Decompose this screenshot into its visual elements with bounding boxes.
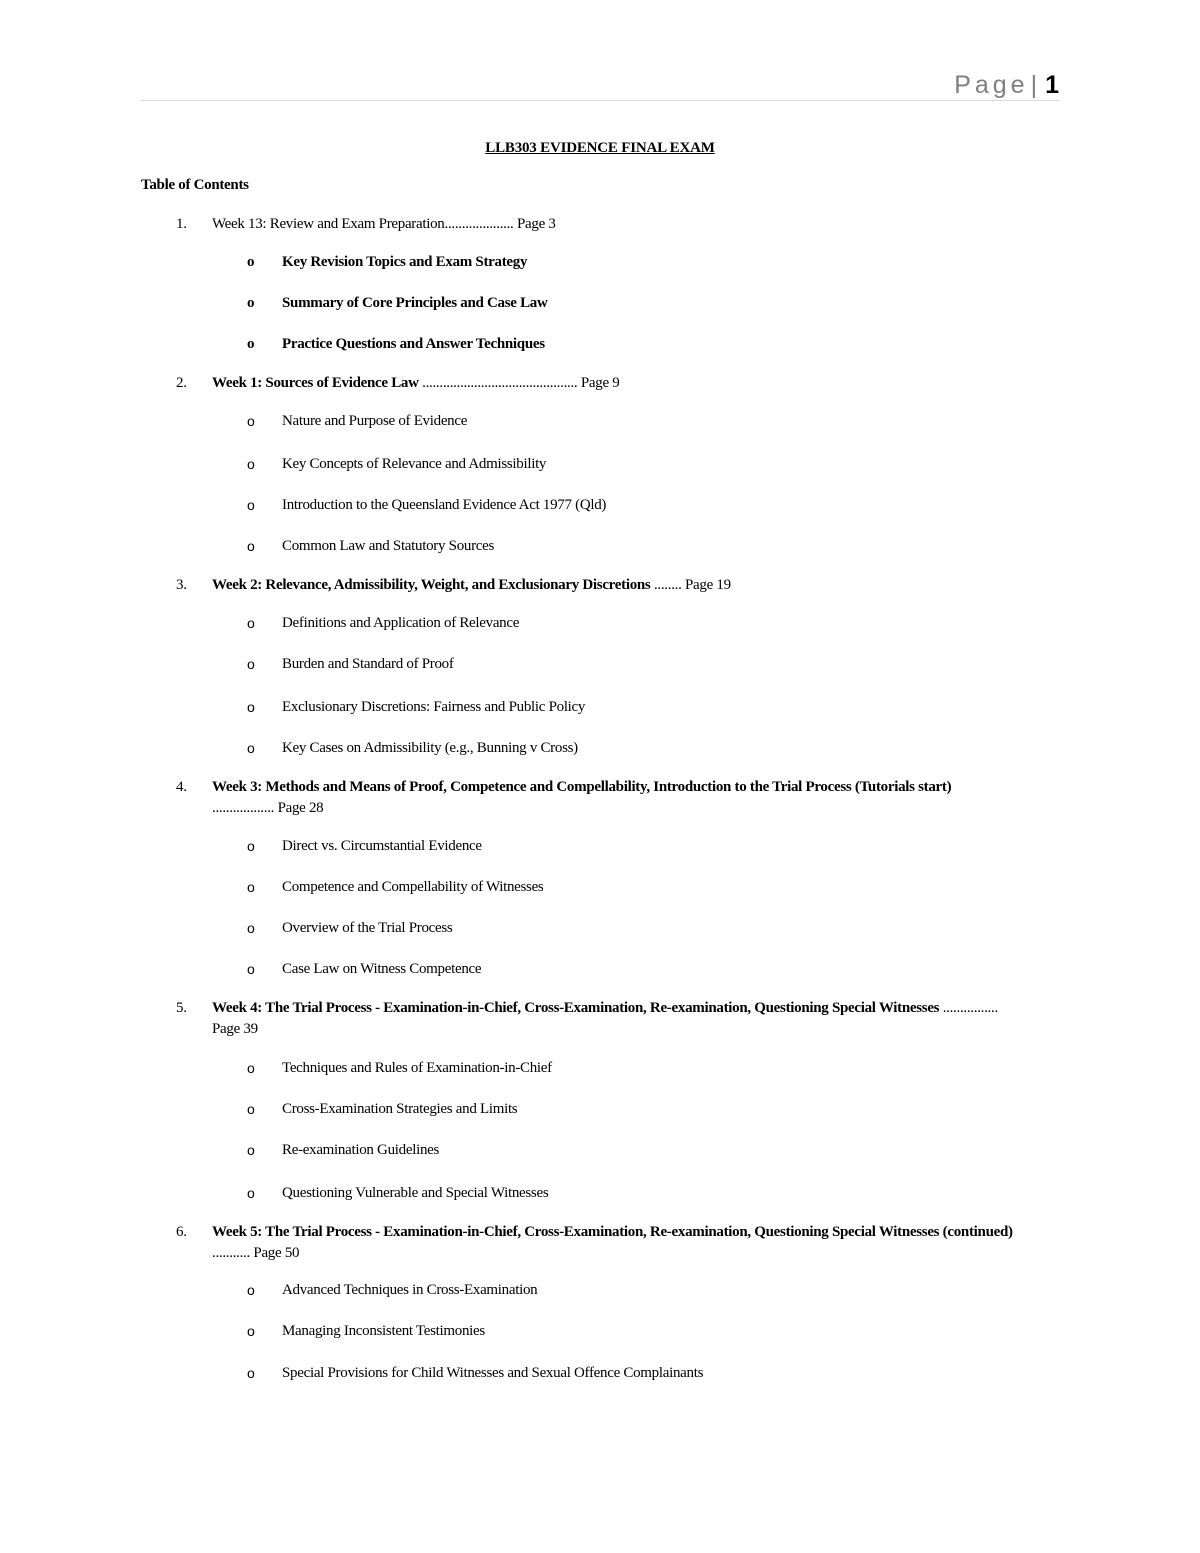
toc-subitem-text: Special Provisions for Child Witnesses and Sexual Offence Complainants xyxy=(282,1365,704,1381)
toc-subitem xyxy=(247,1099,517,1120)
toc-leader: ................ xyxy=(942,1000,998,1016)
toc-subitem-text: Advanced Techniques in Cross-Examination xyxy=(282,1282,538,1298)
bullet-icon: o xyxy=(247,1060,255,1076)
toc-subitem xyxy=(247,536,494,557)
toc-subitem-text: Practice Questions and Answer Techniques xyxy=(282,336,545,352)
toc-subitem-text: Common Law and Statutory Sources xyxy=(282,538,495,554)
bullet-icon: o xyxy=(247,295,255,311)
toc-subitem xyxy=(247,1321,485,1342)
toc-entry-text xyxy=(212,998,1016,1040)
toc-entry-title: Week 2: Relevance, Admissibility, Weight, and Exclusionary Discretions xyxy=(212,577,651,593)
bullet-icon: o xyxy=(247,879,255,895)
toc-entry-text xyxy=(212,373,1016,394)
bullet-icon: o xyxy=(247,1282,255,1298)
bullet-icon: o xyxy=(247,920,255,936)
toc-subitem xyxy=(247,411,467,432)
toc-subitem-text: Managing Inconsistent Testimonies xyxy=(282,1323,485,1339)
toc-subitem xyxy=(247,1280,537,1301)
toc-subitem xyxy=(247,697,585,718)
toc-entry-title: Week 3: Methods and Means of Proof, Competence and Compellability, Introduction to the Trial Process (Tutorials start) xyxy=(212,779,952,795)
toc-entry-text xyxy=(212,214,1016,235)
toc-subitem xyxy=(247,1183,548,1204)
toc-subitem-text: Techniques and Rules of Examination-in-Chief xyxy=(282,1060,552,1076)
toc-entry-3 xyxy=(176,575,1016,596)
page-header xyxy=(141,70,1059,101)
toc-leader: ........... xyxy=(212,1245,250,1261)
toc-entry-number: 3. xyxy=(176,577,187,593)
bullet-icon: o xyxy=(247,615,255,631)
toc-subitem xyxy=(247,654,454,675)
toc-entry-text xyxy=(212,777,1016,819)
bullet-icon: o xyxy=(247,497,255,513)
toc-entry-title: Week 1: Sources of Evidence Law xyxy=(212,375,419,391)
bullet-icon: o xyxy=(247,1142,255,1158)
page-indicator xyxy=(954,70,1059,100)
toc-subitem xyxy=(247,252,527,273)
toc-subitem-text: Overview of the Trial Process xyxy=(282,920,453,936)
toc-subitem-text: Key Cases on Admissibility (e.g., Bunning v Cross) xyxy=(282,740,578,756)
bullet-icon: o xyxy=(247,838,255,854)
document-title: LLB303 EVIDENCE FINAL EXAM xyxy=(485,140,715,156)
bullet-icon: o xyxy=(247,336,255,352)
bullet-icon: o xyxy=(247,538,255,554)
toc-subitem-text: Questioning Vulnerable and Special Witnesses xyxy=(282,1185,549,1201)
toc-subitem-text: Case Law on Witness Competence xyxy=(282,961,482,977)
bullet-icon: o xyxy=(247,456,255,472)
toc-heading: Table of Contents xyxy=(141,177,249,193)
toc-leader: .................. xyxy=(212,800,275,816)
toc-subitem-text: Burden and Standard of Proof xyxy=(282,656,454,672)
toc-entry-number: 5. xyxy=(176,1000,187,1016)
toc-subitem xyxy=(247,877,543,898)
toc-page-ref: Page 39 xyxy=(212,1021,258,1037)
bullet-icon: o xyxy=(247,1185,255,1201)
toc-page-ref: Page 50 xyxy=(253,1245,300,1261)
bullet-icon: o xyxy=(247,961,255,977)
toc-subitem xyxy=(247,1363,703,1384)
toc-entry-4 xyxy=(176,777,1016,819)
toc-subitem-text: Introduction to the Queensland Evidence Act 1977 (Qld) xyxy=(282,497,607,513)
bullet-icon: o xyxy=(247,254,255,270)
page-number: 1 xyxy=(1045,71,1059,99)
page-word: Page xyxy=(954,71,1029,99)
toc-subitem xyxy=(247,918,452,939)
bullet-icon: o xyxy=(247,699,255,715)
toc-subitem xyxy=(247,613,519,634)
toc-entry-title: Week 4: The Trial Process - Examination-in-Chief, Cross-Examination, Re-examination, Questioning Special Witnesses xyxy=(212,1000,940,1016)
page-separator: | xyxy=(1030,71,1038,99)
toc-subitem xyxy=(247,293,548,314)
toc-subitem-text: Cross-Examination Strategies and Limits xyxy=(282,1101,518,1117)
toc-page-ref: Page 19 xyxy=(685,577,731,593)
toc-subitem xyxy=(247,959,481,980)
bullet-icon: o xyxy=(247,656,255,672)
toc-entry-text xyxy=(212,575,1016,596)
toc-page-ref: Page 28 xyxy=(277,800,324,816)
toc-subitem-text: Key Revision Topics and Exam Strategy xyxy=(282,254,528,270)
toc-leader: .................... xyxy=(444,216,514,232)
toc-page-ref: Page 3 xyxy=(516,216,556,232)
toc-entry-6 xyxy=(176,1222,1021,1264)
toc-subitem-text: Definitions and Application of Relevance xyxy=(282,615,520,631)
toc-entry-1 xyxy=(176,214,1016,235)
toc-subitem xyxy=(247,1058,552,1079)
toc-subitem xyxy=(247,738,578,759)
toc-subitem xyxy=(247,1140,439,1161)
bullet-icon: o xyxy=(247,740,255,756)
toc-leader: ........ xyxy=(653,577,682,593)
toc-page-ref: Page 9 xyxy=(580,375,620,391)
toc-entry-number: 2. xyxy=(176,375,187,391)
toc-entry-number: 6. xyxy=(176,1224,187,1240)
toc-subitem xyxy=(247,334,545,355)
toc-leader: ............................................. xyxy=(422,375,578,391)
toc-subitem xyxy=(247,454,546,475)
toc-entry-number: 1. xyxy=(176,216,187,232)
toc-subitem-text: Nature and Purpose of Evidence xyxy=(282,413,468,429)
toc-subitem xyxy=(247,495,606,516)
toc-subitem-text: Direct vs. Circumstantial Evidence xyxy=(282,838,482,854)
toc-subitem xyxy=(247,836,482,857)
toc-entry-title: Week 13: Review and Exam Preparation xyxy=(212,216,445,232)
toc-subitem-text: Exclusionary Discretions: Fairness and Public Policy xyxy=(282,699,586,715)
bullet-icon: o xyxy=(247,1323,255,1339)
toc-entry-2 xyxy=(176,373,1016,394)
toc-entry-number: 4. xyxy=(176,779,187,795)
bullet-icon: o xyxy=(247,413,255,429)
toc-entry-text xyxy=(212,1222,1021,1264)
toc-entry-5 xyxy=(176,998,1016,1040)
bullet-icon: o xyxy=(247,1365,255,1381)
bullet-icon: o xyxy=(247,1101,255,1117)
toc-subitem-text: Summary of Core Principles and Case Law xyxy=(282,295,548,311)
toc-subitem-text: Key Concepts of Relevance and Admissibility xyxy=(282,456,547,472)
toc-entry-title: Week 5: The Trial Process - Examination-in-Chief, Cross-Examination, Re-examination, Questioning Special Witnesses (continued) xyxy=(212,1224,1013,1240)
toc-subitem-text: Re-examination Guidelines xyxy=(282,1142,440,1158)
toc-subitem-text: Competence and Compellability of Witnesses xyxy=(282,879,544,895)
